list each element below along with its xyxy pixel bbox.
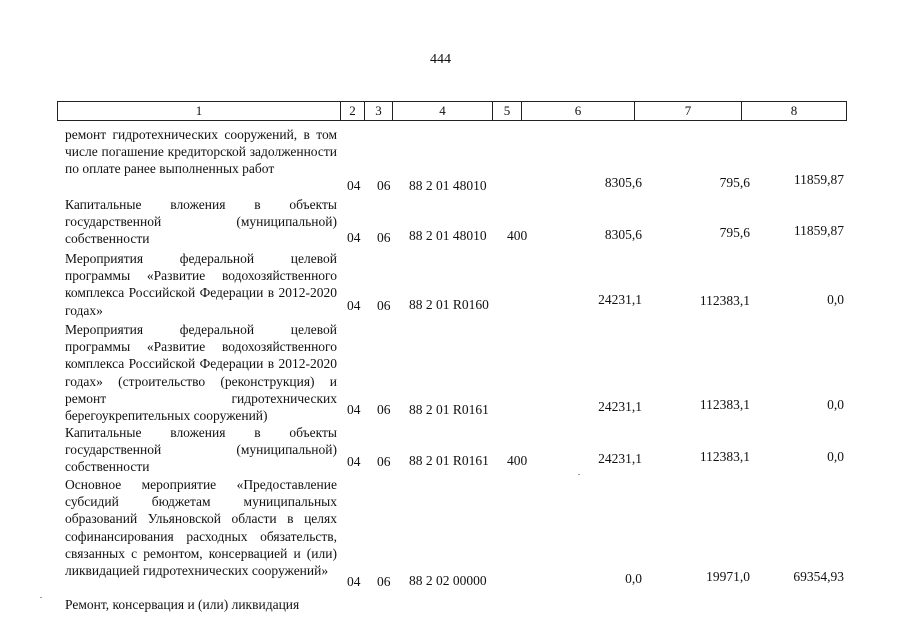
cell-col-8: 0,0	[827, 292, 844, 307]
cell-subsection: 06	[377, 298, 391, 313]
row-description: Основное мероприятие «Предоставление субсидий бюджетам муниципальных образований Ульяновской области в целях софинансирования расходных обязательств, связанных с ремонтом, консервацией и (или) ликвидацией гидротехнических сооружений»	[65, 477, 337, 579]
header-col-5: 5	[493, 102, 522, 120]
cell-subsection: 06	[377, 178, 391, 193]
header-col-2: 2	[341, 102, 365, 120]
cell-col-6: 24231,1	[598, 292, 642, 307]
cell-target-article: 88 2 01 R0161	[409, 453, 489, 468]
cell-subsection: 06	[377, 574, 391, 589]
cell-section: 04	[347, 230, 361, 245]
cell-col-8: 0,0	[827, 449, 844, 464]
cell-target-article: 88 2 01 R0160	[409, 297, 489, 312]
cell-section: 04	[347, 454, 361, 469]
cell-col-6: 24231,1	[598, 399, 642, 414]
cell-col-7: 795,6	[719, 225, 750, 240]
row-description: ремонт гидротехнических сооружений, в том числе погашение кредиторской задолженности по оплате ранее выполненных работ	[65, 127, 337, 177]
cell-section: 04	[347, 402, 361, 417]
cell-expense-type: 400	[507, 228, 528, 243]
cell-section: 04	[347, 298, 361, 313]
cell-col-8: 11859,87	[793, 172, 844, 187]
cell-col-8: 69354,93	[793, 569, 844, 584]
scan-speck	[40, 597, 42, 598]
cell-col-7: 795,6	[719, 175, 750, 190]
cell-target-article: 88 2 02 00000	[409, 573, 487, 588]
cell-target-article: 88 2 01 48010	[409, 178, 487, 193]
cell-col-6: 0,0	[625, 571, 642, 586]
cell-target-article: 88 2 01 R0161	[409, 402, 489, 417]
row-description: Мероприятия федеральной целевой программы «Развитие водохозяйственного комплекса Российской Федерации в 2012-2020 годах» (строительство (реконструкция) и ремонт гидротехнических берегоукрепительных сооружений)	[65, 322, 337, 424]
cell-col-7: 112383,1	[699, 397, 750, 412]
header-col-8: 8	[790, 103, 798, 118]
cell-section: 04	[347, 574, 361, 589]
page-number: 444	[430, 52, 451, 67]
scan-speck	[578, 474, 580, 475]
cell-col-8: 11859,87	[793, 223, 844, 238]
cell-col-6: 8305,6	[604, 227, 642, 242]
cell-expense-type: 400	[507, 453, 528, 468]
cell-subsection: 06	[377, 402, 391, 417]
header-col-7: 7	[635, 102, 742, 120]
cell-col-6: 24231,1	[598, 451, 642, 466]
table-header	[57, 101, 847, 121]
header-col-6: 6	[522, 102, 635, 120]
cell-target-article: 88 2 01 48010	[409, 228, 487, 243]
cell-col-7: 19971,0	[706, 569, 750, 584]
header-col-3: 3	[365, 102, 393, 120]
cell-col-7: 112383,1	[699, 293, 750, 308]
cell-col-6: 8305,6	[604, 175, 642, 190]
cell-section: 04	[347, 178, 361, 193]
row-description: Мероприятия федеральной целевой программы «Развитие водохозяйственного комплекса Российской Федерации в 2012-2020 годах»	[65, 251, 337, 318]
header-col-4: 4	[393, 102, 493, 120]
row-description: Ремонт, консервация и (или) ликвидация	[65, 597, 300, 612]
cell-subsection: 06	[377, 230, 391, 245]
cell-col-7: 112383,1	[699, 449, 750, 464]
cell-subsection: 06	[377, 454, 391, 469]
cell-col-8: 0,0	[827, 397, 844, 412]
header-col-1: 1	[58, 102, 341, 120]
row-description: Капитальные вложения в объекты государственной (муниципальной) собственности	[65, 425, 337, 475]
row-description: Капитальные вложения в объекты государственной (муниципальной) собственности	[65, 197, 337, 247]
